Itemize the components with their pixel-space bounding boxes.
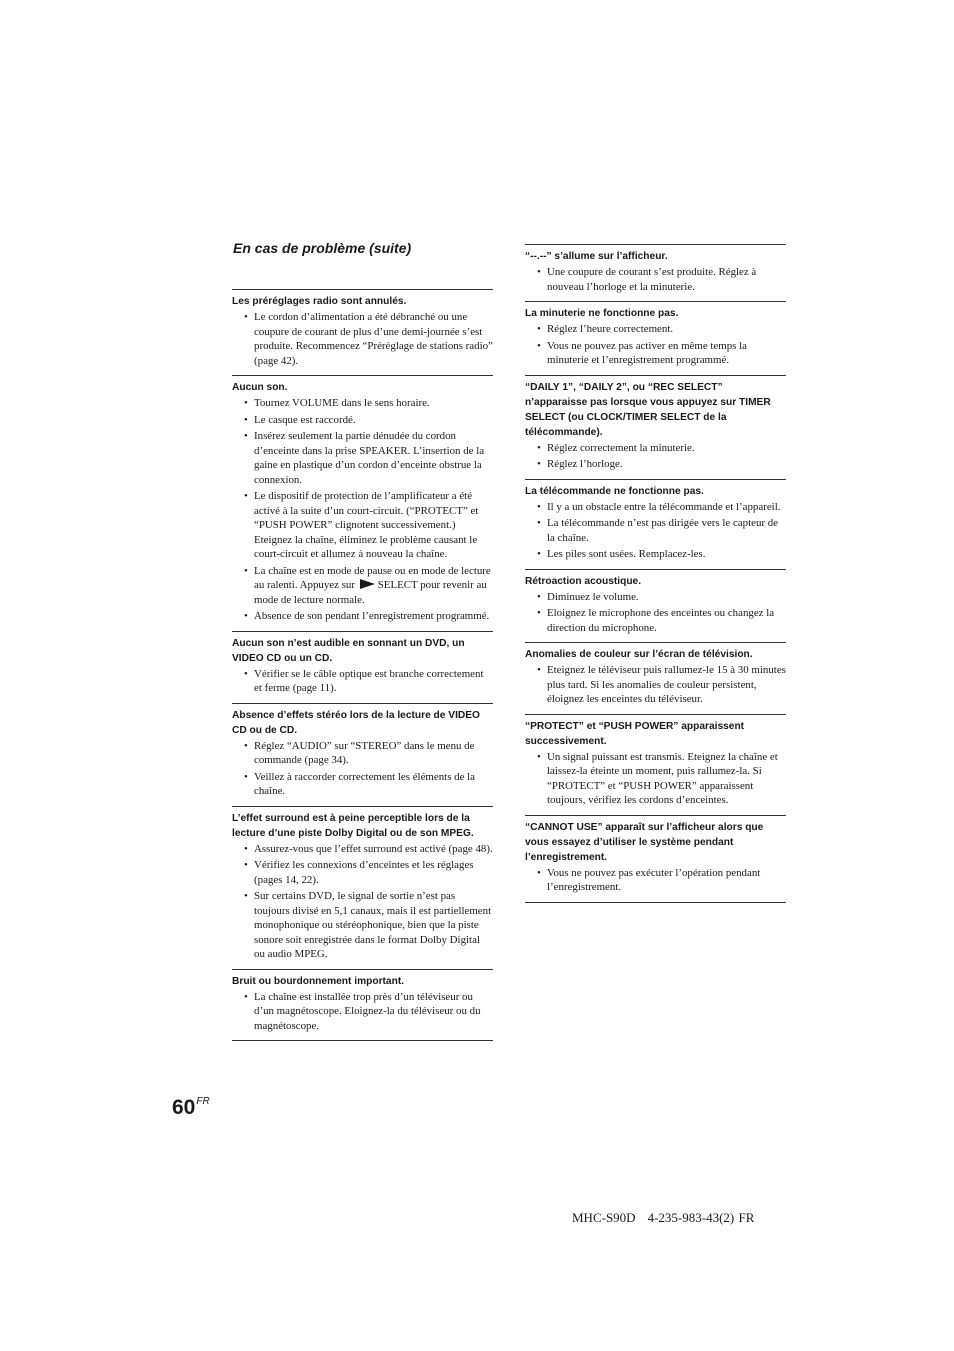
trouble-block [232,969,493,1042]
solution-list [232,739,493,799]
solution-item: • Assurez-vous que l’effet surround est activé (page 48). [232,842,493,857]
solution-item: • Insérez seulement la partie dénudée du cordon d’enceinte dans la prise SPEAKER. L’insertion de la gaine en plastique d’un cordon d’enceinte obstrue la connexion. [232,429,493,487]
trouble-heading: Aucun son n’est audible en sonnant un DVD, un VIDEO CD ou un CD. [232,637,465,664]
solution-item: • Réglez “AUDIO” sur “STEREO” dans le menu de commande (page 34). [232,739,493,768]
trouble-heading: “CANNOT USE” apparaît sur l’afficheur alors que vous essayez d’utiliser le système pendant l’enregistrement. [525,821,764,863]
play-icon [360,579,375,589]
trouble-block [232,289,493,375]
document-code: 4-235-983-43(2) FR [647,1210,755,1225]
trouble-heading: Aucun son. [232,382,288,393]
trouble-heading: La télécommande ne fonctionne pas. [525,485,704,497]
trouble-block [232,375,493,631]
trouble-heading: Bruit ou bourdonnement important. [232,975,405,987]
solution-list [232,396,493,624]
trouble-block [525,301,786,375]
trouble-heading: Rétroaction acoustique. [525,575,642,587]
right-column [525,244,786,903]
trouble-block [232,703,493,806]
solution-list [525,441,786,472]
trouble-block [525,375,786,479]
page-number-value: 60 [172,1096,196,1119]
solution-item: • Eteignez le téléviseur puis rallumez-le 15 à 30 minutes plus tard. Si les anomalies de couleur persistent, éloignez les enceintes du téléviseur. [525,663,786,707]
page-number [172,1096,210,1120]
trouble-heading: Anomalies de couleur sur l’écran de télévision. [525,649,753,660]
trouble-heading: “--.--” s’allume sur l’afficheur. [525,251,668,262]
solution-item: • Un signal puissant est transmis. Eteignez la chaîne et laissez-la éteinte un moment, puis rallumez-la. Si “PROTECT” et “PUSH POWER” apparaissent toujours, vérifiez les cordons d’enceintes. [525,750,786,808]
solution-list [525,866,786,895]
solution-list [525,322,786,368]
trouble-block [525,479,786,569]
trouble-block [525,642,786,714]
solution-item: • Vous ne pouvez pas activer en même temps la minuterie et l’enregistrement programmé. [525,339,786,368]
solution-item: • Le casque est raccordé. [232,413,493,428]
solution-item: • Les piles sont usées. Remplacez-les. [525,547,786,562]
solution-text: SELECT pour revenir au mode de lecture normale. [254,579,487,606]
trouble-heading: La minuterie ne fonctionne pas. [525,308,679,319]
solution-list [525,265,786,294]
solution-item [232,564,493,608]
solution-item: • Absence de son pendant l’enregistrement programmé. [232,609,493,624]
solution-item: • Diminuez le volume. [525,590,786,605]
solution-item: • La télécommande n’est pas dirigée vers le capteur de la chaîne. [525,516,786,545]
solution-item: • Réglez l’horloge. [525,457,786,472]
trouble-block [232,806,493,969]
solution-list [525,590,786,636]
solution-item: • Vérifier se le câble optique est branche correctement et ferme (page 11). [232,667,493,696]
solution-list [525,750,786,808]
solution-item: • Réglez correctement la minuterie. [525,441,786,456]
trouble-heading: “PROTECT” et “PUSH POWER” apparaissent successivement. [525,720,745,747]
solution-item: • Une coupure de courant s’est produite. Réglez à nouveau l’horloge et la minuterie. [525,265,786,294]
solution-item: • Sur certains DVD, le signal de sortie n’est pas toujours divisé en 5,1 canaux, mais il est partiellement monophonique ou stéréophonique, bien que la piste sonore soit enregistrée dans le format Dolby Digital ou audio MPEG. [232,889,493,962]
section-title: En cas de problème (suite) [233,240,412,256]
solution-item: • Réglez l’heure correctement. [525,322,786,337]
solution-list [232,990,493,1034]
trouble-heading: L’effet surround est à peine perceptible lors de la lecture d’une piste Dolby Digital ou de son MPEG. [232,812,474,839]
solution-item: • Veillez à raccorder correctement les éléments de la chaîne. [232,770,493,799]
model-code [572,1210,754,1226]
trouble-heading: Absence d’effets stéréo lors de la lecture de VIDEO CD ou de CD. [232,709,480,736]
solution-item: • Le cordon d’alimentation a été débranché ou une coupure de courant de plus d’une demi-journée s’est produite. Recommencez “Préréglage de stations radio” (page 42). [232,310,493,368]
trouble-block [525,244,786,301]
solution-item: • Vous ne pouvez pas exécuter l’opération pendant l’enregistrement. [525,866,786,895]
solution-list [232,310,493,368]
trouble-block [525,714,786,815]
solution-item: • La chaîne est installée trop près d’un téléviseur ou d’un magnétoscope. Eloignez-la du téléviseur ou du magnétoscope. [232,990,493,1034]
solution-list [525,500,786,562]
trouble-heading: Les préréglages radio sont annulés. [232,296,407,307]
trouble-block [232,631,493,703]
left-column [232,289,493,1041]
solution-item: • Le dispositif de protection de l’amplificateur a été activé à la suite d’un court-circuit. (“PROTECT” et “PUSH POWER” clignotent successivement.) Eteignez la chaîne, éliminez le problème causant le court-circuit et allumez à nouveau la chaîne. [232,489,493,562]
trouble-block [525,815,786,903]
solution-list [232,667,493,696]
trouble-heading: “DAILY 1”, “DAILY 2”, ou “REC SELECT” n’apparaisse pas lorsque vous appuyez sur TIMER SELECT (ou CLOCK/TIMER SELECT de la télécommande). [525,381,771,438]
solution-item: • Tournez VOLUME dans le sens horaire. [232,396,493,411]
solution-item: • Eloignez le microphone des enceintes ou changez la direction du microphone. [525,606,786,635]
page-number-suffix: FR [196,1096,210,1107]
solution-item: • Vérifiez les connexions d’enceintes et les réglages (pages 14, 22). [232,858,493,887]
solution-item: • Il y a un obstacle entre la télécommande et l’appareil. [525,500,786,515]
solution-text: La chaîne est en mode de pause ou en mode de lecture au ralenti. Appuyez sur [254,564,491,591]
solution-list [525,663,786,707]
trouble-block [525,569,786,643]
model-name: MHC-S90D [572,1210,636,1225]
solution-list [232,842,493,962]
